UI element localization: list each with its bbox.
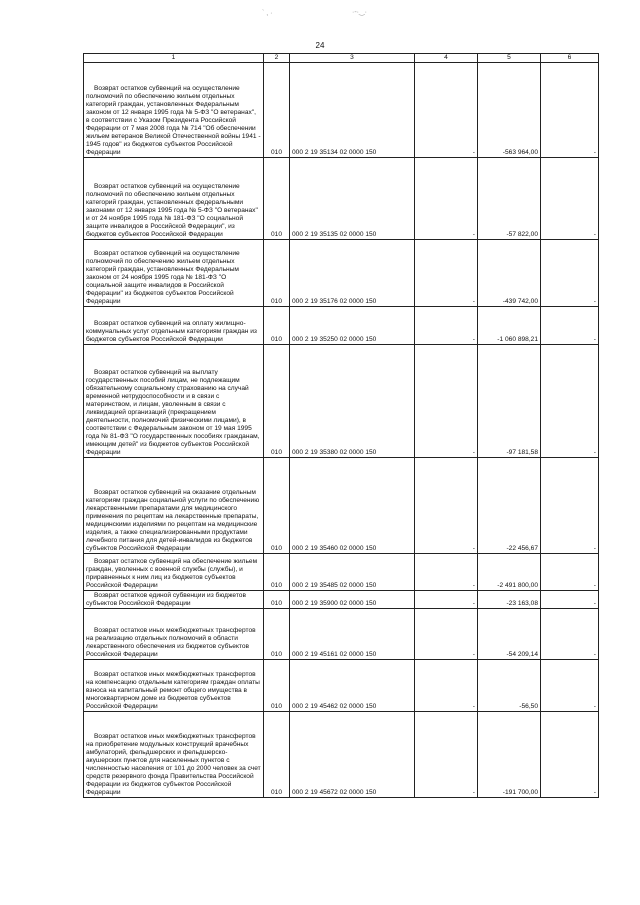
- header-cell-6: 6: [541, 54, 599, 63]
- row-budget-code-cell: 000 2 19 35485 02 0000 150: [290, 554, 415, 591]
- row-amount-cell: -439 742,00: [478, 240, 541, 307]
- row-name-cell: Возврат остатков субвенций на оказание отдельным категориям граждан социальной услуги по обеспечению лекарственными препаратами для медицинского применения по рецептам на лекарственные препараты, медицинскими изделиями по рецептам на медицинские изделия, а также специализированными продуктами лечебного питания для детей-инвалидов из бюджетов субъектов Российской Федерации: [84, 458, 264, 554]
- row-budget-code-cell: 000 2 19 45462 02 0000 150: [290, 660, 415, 712]
- page-number: 24: [315, 41, 325, 50]
- table-row: [84, 240, 599, 307]
- row-line-code-cell: 010: [264, 240, 290, 307]
- row-col6-cell: -: [541, 158, 599, 240]
- row-name-cell: Возврат остатков единой субвенции из бюджетов субъектов Российской Федерации: [84, 591, 264, 609]
- row-col4-cell: -: [415, 591, 478, 609]
- row-budget-code-cell: 000 2 19 45672 02 0000 150: [290, 712, 415, 798]
- row-budget-code-cell: 000 2 19 35900 02 0000 150: [290, 591, 415, 609]
- row-col6-cell: -: [541, 307, 599, 345]
- table-row: [84, 63, 599, 158]
- row-budget-code-cell: 000 2 19 35380 02 0000 150: [290, 345, 415, 458]
- row-line-code-cell: 010: [264, 158, 290, 240]
- row-amount-cell: -97 181,58: [478, 345, 541, 458]
- row-col4-cell: -: [415, 63, 478, 158]
- header-cell-5: 5: [478, 54, 541, 63]
- row-line-code-cell: 010: [264, 609, 290, 660]
- row-name-cell: Возврат остатков иных межбюджетных трансфертов на приобретение модульных конструкций врачебных амбулаторий, фельдшерских и фельдшерско-акушерских пунктов для населенных пунктов с численностью населения от 101 до 2000 человек за счет средств резервного фонда Правительства Российской Федерации из бюджетов субъектов Российской Федерации: [84, 712, 264, 798]
- row-name-cell: Возврат остатков субвенций на осуществление полномочий по обеспечению жильем отдельных категорий граждан, установленных Федеральным законом от 24 ноября 1995 года № 181-ФЗ "О социальной защите инвалидов в Российской Федерации" из бюджетов субъектов Российской Федерации: [84, 240, 264, 307]
- table-row: [84, 458, 599, 554]
- row-col4-cell: -: [415, 609, 478, 660]
- row-amount-cell: -57 822,00: [478, 158, 541, 240]
- row-line-code-cell: 010: [264, 712, 290, 798]
- row-line-code-cell: 010: [264, 345, 290, 458]
- row-name-cell: Возврат остатков субвенций на обеспечение жильем граждан, уволенных с военной службы (службы), и приравненных к ним лиц из бюджетов субъектов Российской Федерации: [84, 554, 264, 591]
- table-row: [84, 660, 599, 712]
- row-budget-code-cell: 000 2 19 35460 02 0000 150: [290, 458, 415, 554]
- report-table: [83, 53, 599, 798]
- row-line-code-cell: 010: [264, 660, 290, 712]
- row-col6-cell: -: [541, 345, 599, 458]
- row-amount-cell: -563 964,00: [478, 63, 541, 158]
- row-col6-cell: -: [541, 63, 599, 158]
- row-line-code-cell: 010: [264, 458, 290, 554]
- row-col6-cell: -: [541, 609, 599, 660]
- row-name-cell: Возврат остатков субвенций на осуществление полномочий по обеспечению жильем отдельных категорий граждан, установленных федеральными законами от 12 января 1995 года № 5-ФЗ "О ветеранах" и от 24 ноября 1995 года № 181-ФЗ "О социальной защите инвалидов в Российской Федерации", из бюджетов субъектов Российской Федерации: [84, 158, 264, 240]
- row-col6-cell: -: [541, 240, 599, 307]
- table-row: [84, 307, 599, 345]
- row-budget-code-cell: 000 2 19 35176 02 0000 150: [290, 240, 415, 307]
- row-amount-cell: -1 060 898,21: [478, 307, 541, 345]
- header-cell-2: 2: [264, 54, 290, 63]
- row-col6-cell: -: [541, 591, 599, 609]
- table-row: [84, 591, 599, 609]
- header-cell-3: 3: [290, 54, 415, 63]
- row-name-cell: Возврат остатков иных межбюджетных трансфертов на компенсацию отдельным категориям граждан оплаты взноса на капитальный ремонт общего имущества в многоквартирном доме из бюджетов субъектов Российской Федерации: [84, 660, 264, 712]
- table-row: [84, 554, 599, 591]
- header-row: [84, 54, 599, 63]
- row-col6-cell: -: [541, 554, 599, 591]
- row-line-code-cell: 010: [264, 307, 290, 345]
- row-name-cell: Возврат остатков субвенций на выплату государственных пособий лицам, не подлежащим обязательному социальному страхованию на случай временной нетрудоспособности и в связи с материнством, и лицам, уволенным в связи с ликвидацией организаций (прекращением деятельности, полномочий физическими лицами), в соответствии с Федеральным законом от 19 мая 1995 года № 81-ФЗ "О государственных пособиях гражданам, имеющим детей" из бюджетов субъектов Российской Федерации: [84, 345, 264, 458]
- row-line-code-cell: 010: [264, 591, 290, 609]
- row-col4-cell: -: [415, 712, 478, 798]
- row-amount-cell: -191 700,00: [478, 712, 541, 798]
- row-col4-cell: -: [415, 240, 478, 307]
- row-col4-cell: -: [415, 158, 478, 240]
- row-col4-cell: -: [415, 345, 478, 458]
- row-budget-code-cell: 000 2 19 35250 02 0000 150: [290, 307, 415, 345]
- row-name-cell: Возврат остатков субвенций на оплату жилищно-коммунальных услуг отдельным категориям граждан из бюджетов субъектов Российской Федерации: [84, 307, 264, 345]
- row-amount-cell: -54 209,14: [478, 609, 541, 660]
- row-budget-code-cell: 000 2 19 35134 02 0000 150: [290, 63, 415, 158]
- row-col4-cell: -: [415, 660, 478, 712]
- row-col4-cell: -: [415, 458, 478, 554]
- row-line-code-cell: 010: [264, 63, 290, 158]
- header-cell-4: 4: [415, 54, 478, 63]
- table-row: [84, 345, 599, 458]
- row-amount-cell: -23 163,08: [478, 591, 541, 609]
- table-row: [84, 609, 599, 660]
- row-line-code-cell: 010: [264, 554, 290, 591]
- header-cell-1: 1: [84, 54, 264, 63]
- row-amount-cell: -56,50: [478, 660, 541, 712]
- row-amount-cell: -2 491 800,00: [478, 554, 541, 591]
- row-budget-code-cell: 000 2 19 45161 02 0000 150: [290, 609, 415, 660]
- row-col4-cell: -: [415, 554, 478, 591]
- table-row: [84, 158, 599, 240]
- row-col6-cell: -: [541, 712, 599, 798]
- row-budget-code-cell: 000 2 19 35135 02 0000 150: [290, 158, 415, 240]
- row-col6-cell: -: [541, 458, 599, 554]
- row-col6-cell: -: [541, 660, 599, 712]
- table-row: [84, 712, 599, 798]
- row-name-cell: Возврат остатков иных межбюджетных трансфертов на реализацию отдельных полномочий в области лекарственного обеспечения из бюджетов субъектов Российской Федерации: [84, 609, 264, 660]
- row-name-cell: Возврат остатков субвенций на осуществление полномочий по обеспечению жильем отдельных категорий граждан, установленных Федеральным законом от 12 января 1995 года № 5-ФЗ "О ветеранах", в соответствии с Указом Президента Российской Федерации от 7 мая 2008 года № 714 "Об обеспечении жильем ветеранов Великой Отечественной войны 1941 - 1945 годов" из бюджетов субъектов Российской Федерации: [84, 63, 264, 158]
- row-col4-cell: -: [415, 307, 478, 345]
- row-amount-cell: -22 456,67: [478, 458, 541, 554]
